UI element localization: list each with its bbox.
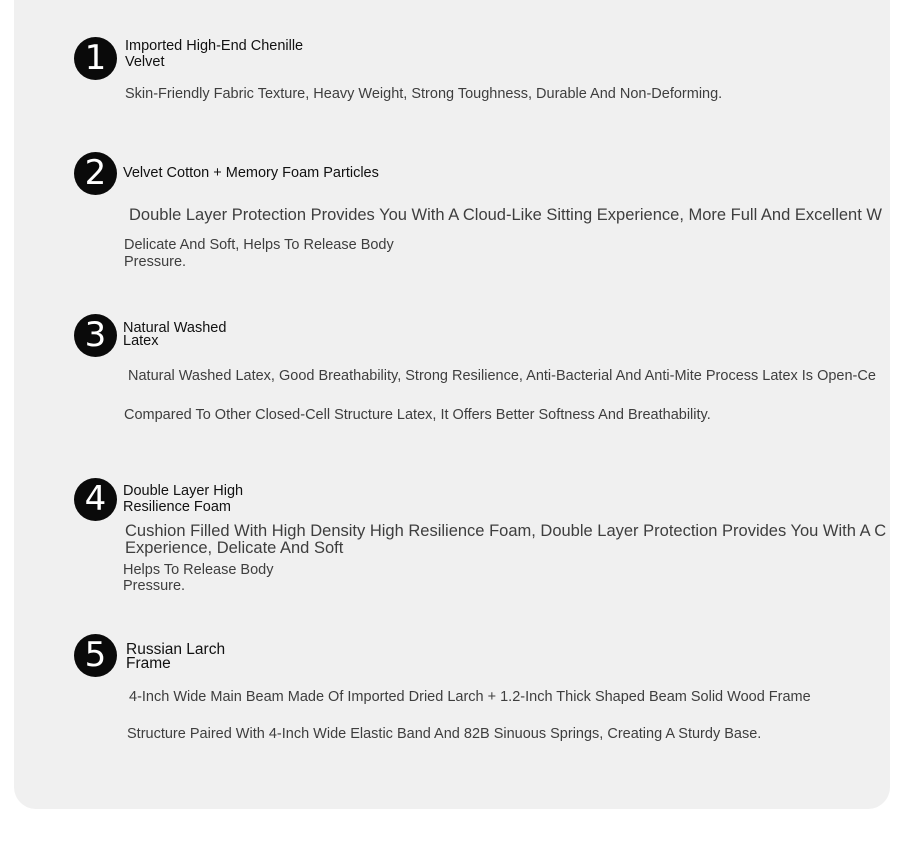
feature-desc-4-line-2: Helps To Release Body Pressure.	[123, 562, 274, 594]
feature-desc-5-line-1: 4-Inch Wide Main Beam Made Of Imported Dried Larch + 1.2-Inch Thick Shaped Beam Solid Wood Frame	[129, 689, 811, 705]
feature-desc-2-line-2: Delicate And Soft, Helps To Release Body Pressure.	[124, 237, 394, 270]
feature-title-5: Russian Larch Frame	[126, 641, 226, 672]
number-badge-5: 5	[74, 634, 117, 677]
number-badge-4: 4	[74, 478, 117, 521]
feature-desc-3-line-1: Natural Washed Latex, Good Breathability, Strong Resilience, Anti-Bacterial And Anti-Mite Process Latex Is Open-Ce	[128, 368, 876, 384]
feature-panel	[14, 0, 890, 809]
number-badge-1: 1	[74, 37, 117, 80]
feature-title-2: Velvet Cotton + Memory Foam Particles	[123, 165, 379, 181]
feature-desc-2-line-1: Double Layer Protection Provides You With A Cloud-Like Sitting Experience, More Full And Excellent W	[129, 207, 882, 224]
feature-title-1: Imported High-End Chenille Velvet	[125, 38, 304, 70]
number-badge-2: 2	[74, 152, 117, 195]
feature-title-4: Double Layer High Resilience Foam	[123, 483, 244, 515]
feature-desc-1-line-1: Skin-Friendly Fabric Texture, Heavy Weight, Strong Toughness, Durable And Non-Deforming.	[125, 86, 723, 102]
feature-desc-3-line-2: Compared To Other Closed-Cell Structure Latex, It Offers Better Softness And Breathability.	[124, 407, 711, 423]
feature-title-3: Natural Washed Latex	[123, 320, 227, 349]
feature-desc-4-line-1: Cushion Filled With High Density High Resilience Foam, Double Layer Protection Provides You With A C Experience, Delicate And Soft	[125, 523, 887, 557]
feature-desc-5-line-2: Structure Paired With 4-Inch Wide Elastic Band And 82B Sinuous Springs, Creating A Sturdy Base.	[127, 726, 762, 742]
number-badge-3: 3	[74, 314, 117, 357]
